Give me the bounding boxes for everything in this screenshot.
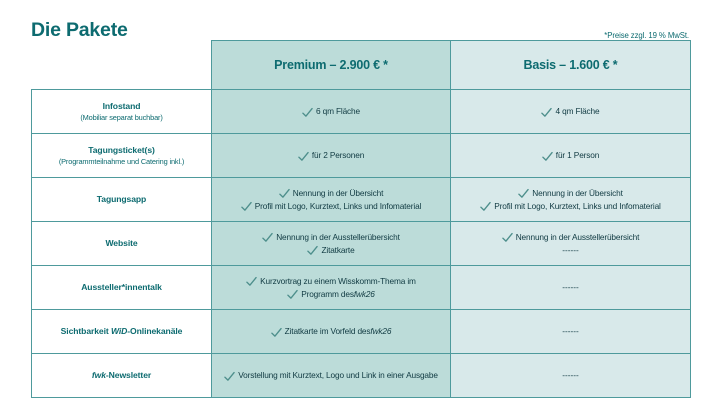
header-label-basis: Basis – 1.600 € * (523, 58, 618, 72)
cell-content (451, 188, 690, 212)
feature-text: Profil mit Logo, Kurztext, Links und Infomaterial (494, 200, 661, 211)
feature-text: für 1 Person (555, 150, 600, 161)
not-included-dashes: ------ (562, 370, 579, 381)
cell-content (212, 150, 450, 161)
basis-cell (451, 222, 691, 266)
feature-included-line (262, 232, 400, 243)
feature-text: Zitatkarte (321, 244, 355, 255)
feature-text: Nennung in der Ausstellerübersicht (276, 231, 400, 242)
feature-text: für 2 Personen (311, 150, 365, 161)
check-icon (480, 201, 491, 212)
premium-cell (212, 178, 451, 222)
feature-included-line (307, 245, 354, 256)
feature-label (32, 194, 211, 205)
feature-included-line (541, 106, 599, 117)
feature-included-line (302, 106, 360, 117)
cell-content (451, 106, 690, 117)
cell-content (451, 282, 690, 292)
feature-included-line (298, 150, 364, 161)
check-icon (241, 201, 252, 212)
check-icon (262, 232, 273, 243)
table-row (32, 134, 691, 178)
check-icon (302, 107, 313, 118)
cell-content (212, 188, 450, 212)
header-cell-basis (451, 41, 691, 90)
feature-included-line (246, 276, 416, 287)
not-included-dashes: ------ (562, 326, 579, 337)
feature-text: Nennung in der Übersicht (292, 187, 384, 198)
feature-included-line (279, 188, 384, 199)
premium-cell (212, 266, 451, 310)
feature-included-line (287, 289, 375, 300)
cell-content (451, 150, 690, 161)
feature-included-line (480, 201, 661, 212)
feature-text-emphasis: fwk26 (353, 288, 375, 299)
feature-absent-line (562, 245, 579, 255)
feature-text: Kurzvortrag zu einem Wisskomm-Thema im (260, 275, 416, 286)
check-icon (224, 371, 235, 382)
feature-text: Nennung in der Ausstellerübersicht (515, 232, 640, 243)
header-blank-cell (32, 41, 212, 90)
basis-cell (451, 354, 691, 398)
feature-label-text: Infostand (102, 100, 141, 111)
vat-note: *Preise zzgl. 19 % MwSt. (604, 31, 689, 40)
check-icon (287, 289, 298, 300)
feature-text-emphasis: fwk26 (370, 326, 392, 337)
basis-cell (451, 134, 691, 178)
feature-label (32, 282, 211, 293)
feature-label-cell (32, 222, 212, 266)
cell-content (212, 106, 450, 117)
basis-cell (451, 310, 691, 354)
feature-label-text: Tagungsticket(s) (88, 144, 155, 155)
feature-text: Profil mit Logo, Kurztext, Links und Infomaterial (254, 200, 422, 211)
feature-text: Programm des (301, 288, 354, 299)
table-row (32, 354, 691, 398)
feature-included-line (502, 232, 640, 243)
premium-cell (212, 90, 451, 134)
table-row (32, 266, 691, 310)
feature-label-text: Tagungsapp (96, 194, 147, 205)
table-row (32, 90, 691, 134)
check-icon (542, 151, 553, 162)
check-icon (279, 188, 290, 199)
feature-label-tail: -Onlinekanäle (127, 326, 183, 337)
feature-included-line (224, 370, 438, 381)
feature-label-text: Website (105, 238, 138, 249)
feature-label-tail: -Newsletter (105, 370, 152, 381)
feature-label-text: Sichtbarkeit (60, 326, 111, 337)
feature-label-cell (32, 310, 212, 354)
feature-text: 4 qm Fläche (555, 106, 600, 117)
feature-included-line (542, 150, 599, 161)
feature-label-cell (32, 354, 212, 398)
cell-content (451, 370, 690, 380)
feature-label (32, 238, 211, 249)
check-icon (502, 232, 513, 243)
not-included-dashes: ------ (562, 282, 579, 293)
premium-cell (212, 310, 451, 354)
table-row (32, 310, 691, 354)
feature-included-line (271, 326, 392, 337)
feature-label-cell (32, 178, 212, 222)
premium-cell (212, 354, 451, 398)
feature-absent-line (562, 370, 579, 380)
check-icon (541, 107, 552, 118)
check-icon (307, 245, 318, 256)
feature-label-text: Aussteller*innentalk (81, 282, 162, 293)
table-row (32, 222, 691, 266)
basis-cell (451, 266, 691, 310)
feature-label-cell (32, 134, 212, 178)
cell-content (212, 370, 450, 381)
feature-label (32, 145, 211, 156)
feature-label-sub: (Mobiliar separat buchbar) (80, 112, 163, 122)
table-header-row (32, 41, 691, 90)
check-icon (271, 327, 282, 338)
cell-content (451, 232, 690, 255)
feature-included-line (518, 188, 623, 199)
cell-content (212, 326, 450, 337)
cell-content (212, 276, 450, 300)
feature-label-sub: (Programmteilnahme und Catering inkl.) (58, 156, 185, 166)
table-row (32, 178, 691, 222)
feature-label (32, 370, 211, 381)
pricing-comparison-table (31, 40, 691, 398)
not-included-dashes: ------ (562, 244, 579, 255)
basis-cell (451, 178, 691, 222)
cell-content (451, 326, 690, 336)
feature-label-emphasis: fwk (91, 370, 106, 381)
feature-text: Zitatkarte im Vorfeld des (284, 326, 371, 337)
header-cell-premium (212, 41, 451, 90)
feature-text: 6 qm Fläche (315, 106, 360, 117)
feature-label-emphasis: WiD (110, 326, 128, 337)
feature-text: Nennung in der Übersicht (532, 187, 623, 198)
feature-label (32, 326, 211, 337)
basis-cell (451, 90, 691, 134)
feature-included-line (241, 201, 422, 212)
check-icon (298, 151, 309, 162)
feature-label (32, 101, 211, 112)
feature-label-cell (32, 266, 212, 310)
feature-absent-line (562, 282, 579, 292)
feature-text: Vorstellung mit Kurztext, Logo und Link in einer Ausgabe (238, 370, 438, 381)
cell-content (212, 232, 450, 256)
premium-cell (212, 134, 451, 178)
premium-cell (212, 222, 451, 266)
check-icon (518, 188, 529, 199)
header-label-premium: Premium – 2.900 € * (274, 58, 388, 72)
page-title-line-1: Die Pakete (31, 19, 128, 41)
feature-absent-line (562, 326, 579, 336)
feature-label-cell (32, 90, 212, 134)
check-icon (246, 276, 257, 287)
